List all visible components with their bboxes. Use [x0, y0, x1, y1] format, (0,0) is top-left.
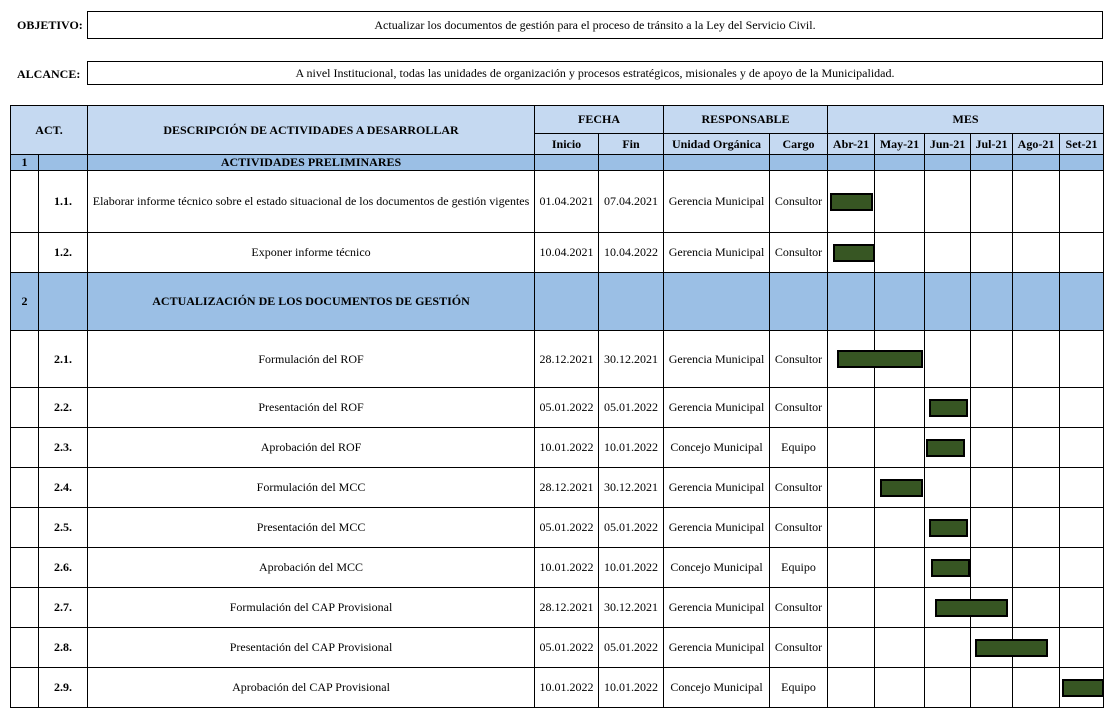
section-empty-cell: [1060, 155, 1104, 171]
activity-start-date: 28.12.2021: [535, 588, 599, 628]
activity-description: Aprobación del CAP Provisional: [88, 668, 535, 708]
activity-row: [11, 508, 1104, 548]
activity-start-date: 05.01.2022: [535, 388, 599, 428]
header-cargo: Cargo: [770, 134, 828, 155]
header-act: ACT.: [11, 106, 88, 155]
activity-description: Presentación del MCC: [88, 508, 535, 548]
activity-unit: Gerencia Municipal: [664, 588, 770, 628]
header-inicio: Inicio: [535, 134, 599, 155]
month-cell: [875, 668, 925, 708]
activity-end-date: 05.01.2022: [599, 388, 664, 428]
month-cell: [828, 588, 875, 628]
month-cell: [971, 468, 1013, 508]
activity-blank: [11, 171, 39, 233]
activity-blank: [11, 668, 39, 708]
activity-description: Presentación del ROF: [88, 388, 535, 428]
month-cell: [828, 628, 875, 668]
month-cell: [875, 233, 925, 273]
section-empty-cell: [875, 273, 925, 331]
section-empty-cell: [1060, 273, 1104, 331]
activity-id: 2.1.: [39, 331, 88, 388]
activity-start-date: 10.01.2022: [535, 428, 599, 468]
month-cell: [828, 468, 875, 508]
month-cell: [925, 233, 971, 273]
month-cell: [1013, 628, 1060, 668]
activity-unit: Gerencia Municipal: [664, 628, 770, 668]
section-empty-cell: [770, 273, 828, 331]
activity-unit: Concejo Municipal: [664, 548, 770, 588]
header-responsable: RESPONSABLE: [664, 106, 828, 134]
gantt-bar: [931, 559, 970, 577]
month-cell: [875, 428, 925, 468]
activity-unit: Concejo Municipal: [664, 428, 770, 468]
section-empty-cell: [599, 155, 664, 171]
activity-row: [11, 428, 1104, 468]
month-cell: [971, 548, 1013, 588]
activity-end-date: 05.01.2022: [599, 508, 664, 548]
month-cell: [875, 548, 925, 588]
activity-description: Exponer informe técnico: [88, 233, 535, 273]
activity-unit: Gerencia Municipal: [664, 388, 770, 428]
activity-id: 2.8.: [39, 628, 88, 668]
section-title: ACTIVIDADES PRELIMINARES: [88, 155, 535, 171]
activity-row: [11, 171, 1104, 233]
activity-description: Formulación del MCC: [88, 468, 535, 508]
section-empty-cell: [828, 273, 875, 331]
activity-start-date: 05.01.2022: [535, 508, 599, 548]
month-cell: [828, 388, 875, 428]
month-cell: [925, 388, 971, 428]
section-row: [11, 155, 1104, 171]
activity-role: Consultor: [770, 388, 828, 428]
month-cell: [925, 668, 971, 708]
activity-id: 2.2.: [39, 388, 88, 428]
section-empty-cell: [1013, 155, 1060, 171]
month-cell: [828, 233, 875, 273]
gantt-bar: [929, 519, 968, 537]
activity-blank: [11, 548, 39, 588]
section-empty-cell: [971, 155, 1013, 171]
section-row: [11, 273, 1104, 331]
activity-id: 2.9.: [39, 668, 88, 708]
month-cell: [1013, 508, 1060, 548]
activity-end-date: 07.04.2021: [599, 171, 664, 233]
section-empty-cell: [875, 155, 925, 171]
section-empty-cell: [925, 155, 971, 171]
activity-description: Presentación del CAP Provisional: [88, 628, 535, 668]
activity-blank: [11, 428, 39, 468]
month-cell: [925, 331, 971, 388]
month-cell: [1060, 508, 1104, 548]
activity-start-date: 10.01.2022: [535, 548, 599, 588]
activity-role: Consultor: [770, 171, 828, 233]
activity-end-date: 10.01.2022: [599, 548, 664, 588]
month-cell: [971, 331, 1013, 388]
activity-row: [11, 388, 1104, 428]
activity-end-date: 30.12.2021: [599, 468, 664, 508]
month-cell: [828, 171, 875, 233]
activity-blank: [11, 468, 39, 508]
activity-unit: Gerencia Municipal: [664, 331, 770, 388]
month-cell: [925, 548, 971, 588]
activity-description: Aprobación del MCC: [88, 548, 535, 588]
activity-role: Consultor: [770, 628, 828, 668]
activity-end-date: 10.01.2022: [599, 428, 664, 468]
alcance-label: ALCANCE:: [17, 67, 81, 81]
month-cell: [925, 628, 971, 668]
activity-unit: Gerencia Municipal: [664, 171, 770, 233]
header-unidad: Unidad Orgánica: [664, 134, 770, 155]
header-month: Jun-21: [925, 134, 971, 155]
activity-id: 1.2.: [39, 233, 88, 273]
month-cell: [1060, 628, 1104, 668]
activity-blank: [11, 628, 39, 668]
gantt-table: [10, 105, 1104, 708]
month-cell: [875, 628, 925, 668]
activity-blank: [11, 508, 39, 548]
activity-end-date: 10.01.2022: [599, 668, 664, 708]
activity-blank: [11, 588, 39, 628]
activity-row: [11, 468, 1104, 508]
activity-start-date: 05.01.2022: [535, 628, 599, 668]
activity-description: Formulación del CAP Provisional: [88, 588, 535, 628]
month-cell: [971, 171, 1013, 233]
objetivo-text: Actualizar los documentos de gestión para el proceso de tránsito a la Ley del Servicio Civil.: [87, 11, 1103, 39]
section-empty-cell: [599, 273, 664, 331]
month-cell: [1013, 548, 1060, 588]
header-month: Jul-21: [971, 134, 1013, 155]
month-cell: [1013, 171, 1060, 233]
gantt-bar: [880, 479, 923, 497]
header-fecha: FECHA: [535, 106, 664, 134]
month-cell: [971, 233, 1013, 273]
activity-id: 2.5.: [39, 508, 88, 548]
month-cell: [875, 588, 925, 628]
month-cell: [1013, 233, 1060, 273]
activity-role: Consultor: [770, 468, 828, 508]
month-cell: [828, 668, 875, 708]
section-empty-cell: [664, 273, 770, 331]
month-cell: [1013, 668, 1060, 708]
activity-description: Elaborar informe técnico sobre el estado situacional de los documentos de gestión vigentes: [88, 171, 535, 233]
header-fin: Fin: [599, 134, 664, 155]
section-empty-cell: [828, 155, 875, 171]
activity-start-date: 01.04.2021: [535, 171, 599, 233]
month-cell: [1060, 548, 1104, 588]
month-cell: [828, 508, 875, 548]
activity-unit: Gerencia Municipal: [664, 233, 770, 273]
section-empty-cell: [1013, 273, 1060, 331]
activity-role: Consultor: [770, 588, 828, 628]
activity-start-date: 10.04.2021: [535, 233, 599, 273]
activity-row: [11, 588, 1104, 628]
month-cell: [875, 171, 925, 233]
activity-role: Equipo: [770, 548, 828, 588]
month-cell: [925, 588, 971, 628]
activity-role: Equipo: [770, 668, 828, 708]
section-empty-cell: [971, 273, 1013, 331]
month-cell: [925, 508, 971, 548]
section-blank: [39, 155, 88, 171]
activity-row: [11, 233, 1104, 273]
activity-blank: [11, 331, 39, 388]
month-cell: [1013, 468, 1060, 508]
month-cell: [1060, 668, 1104, 708]
activity-unit: Gerencia Municipal: [664, 468, 770, 508]
header-descripcion: DESCRIPCIÓN DE ACTIVIDADES A DESARROLLAR: [88, 106, 535, 155]
activity-end-date: 10.04.2022: [599, 233, 664, 273]
month-cell: [875, 468, 925, 508]
month-cell: [971, 588, 1013, 628]
activity-blank: [11, 388, 39, 428]
activity-description: Aprobación del ROF: [88, 428, 535, 468]
activity-role: Consultor: [770, 508, 828, 548]
gantt-bar: [1062, 679, 1104, 697]
month-cell: [1060, 233, 1104, 273]
month-cell: [971, 428, 1013, 468]
gantt-bar: [929, 399, 968, 417]
activity-end-date: 30.12.2021: [599, 331, 664, 388]
header-month: Set-21: [1060, 134, 1104, 155]
header-month: May-21: [875, 134, 925, 155]
month-cell: [1060, 171, 1104, 233]
month-cell: [971, 628, 1013, 668]
activity-start-date: 10.01.2022: [535, 668, 599, 708]
month-cell: [1060, 388, 1104, 428]
activity-unit: Concejo Municipal: [664, 668, 770, 708]
header-month: Abr-21: [828, 134, 875, 155]
month-cell: [1060, 468, 1104, 508]
alcance-text: A nivel Institucional, todas las unidades de organización y procesos estratégicos, misionales y de apoyo de la Municipalidad.: [87, 61, 1103, 85]
month-cell: [828, 548, 875, 588]
month-cell: [828, 428, 875, 468]
section-number: 2: [11, 273, 39, 331]
activity-end-date: 05.01.2022: [599, 628, 664, 668]
activity-row: [11, 628, 1104, 668]
activity-row: [11, 668, 1104, 708]
activity-id: 2.4.: [39, 468, 88, 508]
month-cell: [828, 331, 875, 388]
month-cell: [925, 468, 971, 508]
activity-role: Consultor: [770, 331, 828, 388]
month-cell: [1060, 428, 1104, 468]
month-cell: [971, 388, 1013, 428]
month-cell: [1013, 428, 1060, 468]
section-empty-cell: [925, 273, 971, 331]
month-cell: [971, 668, 1013, 708]
month-cell: [971, 508, 1013, 548]
activity-start-date: 28.12.2021: [535, 468, 599, 508]
section-title: ACTUALIZACIÓN DE LOS DOCUMENTOS DE GESTIÓN: [88, 273, 535, 331]
objetivo-label: OBJETIVO:: [17, 18, 83, 32]
section-blank: [39, 273, 88, 331]
month-cell: [875, 508, 925, 548]
activity-id: 1.1.: [39, 171, 88, 233]
section-empty-cell: [770, 155, 828, 171]
month-cell: [925, 171, 971, 233]
month-cell: [1013, 331, 1060, 388]
activity-id: 2.7.: [39, 588, 88, 628]
month-cell: [1060, 331, 1104, 388]
gantt-bar: [830, 193, 872, 211]
activity-blank: [11, 233, 39, 273]
activity-id: 2.6.: [39, 548, 88, 588]
month-cell: [925, 428, 971, 468]
activity-end-date: 30.12.2021: [599, 588, 664, 628]
activity-description: Formulación del ROF: [88, 331, 535, 388]
activity-row: [11, 331, 1104, 388]
month-cell: [875, 388, 925, 428]
header-month: Ago-21: [1013, 134, 1060, 155]
activity-role: Equipo: [770, 428, 828, 468]
section-empty-cell: [535, 155, 599, 171]
activity-role: Consultor: [770, 233, 828, 273]
section-empty-cell: [535, 273, 599, 331]
month-cell: [875, 331, 925, 388]
activity-id: 2.3.: [39, 428, 88, 468]
month-cell: [1013, 588, 1060, 628]
gantt-bar: [926, 439, 965, 457]
month-cell: [1060, 588, 1104, 628]
month-cell: [1013, 388, 1060, 428]
activity-unit: Gerencia Municipal: [664, 508, 770, 548]
section-empty-cell: [664, 155, 770, 171]
activity-start-date: 28.12.2021: [535, 331, 599, 388]
section-number: 1: [11, 155, 39, 171]
activity-row: [11, 548, 1104, 588]
header-mes: MES: [828, 106, 1104, 134]
gantt-bar: [833, 244, 875, 262]
